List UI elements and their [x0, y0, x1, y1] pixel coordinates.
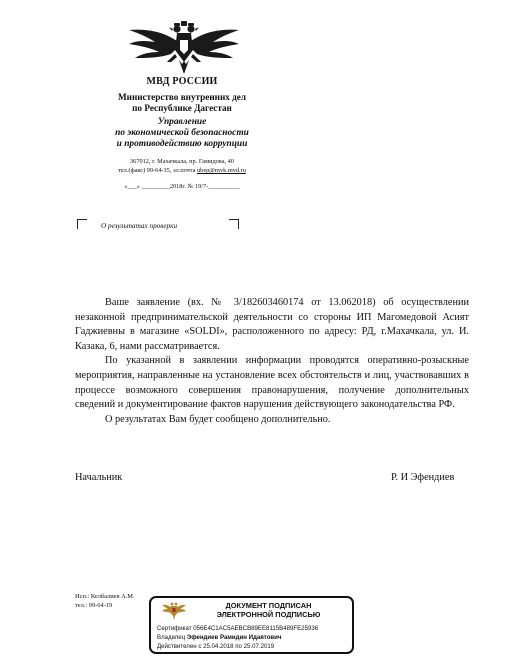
- postal-address: 367012, г. Махачкала, пр. Гамидова, 40: [130, 158, 234, 165]
- executor-name: Исп.: Келбалиев А.М.: [75, 593, 135, 600]
- stamp-title: [191, 601, 346, 619]
- ministry-name-line: по Республике Дагестан: [132, 103, 232, 113]
- body-paragraph: Ваше заявление (вх. № 3/182603460174 от 13.062018) об осуществлении незаконной предпринимательской деятельности со стороны ИП Магомедовой Асият Гаджиевны в магазине «SOLDI», расположенного по адресу: РД, г.Махачкала, ул. И. Казака, 6, нами рассматривается.: [75, 297, 469, 352]
- certificate-line: [157, 625, 318, 632]
- body-paragraph: По указанной в заявлении информации проводятся оперативно-розыскные мероприятия, направленные на установление всех обстоятельств и лиц, участвовавших в процессе возможного совершения правонарушения, получение дополнительных сведений и документирование фактов нарушения действующего законодательства РФ.: [75, 355, 469, 411]
- email-link[interactable]: ubep@mvk.mvd.ru: [197, 167, 246, 174]
- department-name: [82, 117, 282, 150]
- certificate-label: Сертификат: [157, 625, 192, 632]
- contacts-line: [82, 166, 282, 175]
- stamp-title-line: ДОКУМЕНТ ПОДПИСАН: [225, 601, 312, 610]
- signer-name: Р. И Эфендиев: [391, 472, 455, 483]
- owner-value: Эфендиев Рамидин Идаятович: [186, 634, 282, 641]
- stamp-title-line: ЭЛЕКТРОННОЙ ПОДПИСЬЮ: [216, 610, 321, 619]
- ministry-name-line: Министерство внутренних дел: [117, 92, 247, 102]
- ministry-name: [82, 92, 282, 114]
- owner-line: [157, 634, 281, 641]
- body-paragraph: О результатах Вам будет сообщено дополнительно.: [105, 413, 331, 425]
- subject-corner-left: [77, 219, 87, 229]
- executor-info: [75, 593, 135, 611]
- address-block: [82, 157, 282, 175]
- department-name-line: Управление: [157, 117, 207, 127]
- subject-line: О результатах проверки: [101, 222, 178, 230]
- executor-phone: тел.: 99-64-19: [75, 601, 113, 609]
- validity-value: с 25.04.2018 по 25.07.2019: [198, 643, 275, 650]
- validity-line: [157, 643, 274, 650]
- electronic-signature-stamp: [149, 596, 354, 654]
- double-headed-eagle-icon: [125, 20, 243, 76]
- owner-label: Владелец: [157, 634, 186, 641]
- date-number-line: «___» _________2018г. № 19/7-__________: [124, 183, 240, 190]
- org-title: МВД РОССИИ: [146, 76, 218, 87]
- certificate-value: 056E4C1AC5AEBCB89EE8115B489FE25936: [193, 625, 319, 632]
- contacts-prefix: тел.(факс) 99-64-35, эл.почта: [118, 167, 198, 174]
- signer-position: Начальник: [75, 472, 123, 483]
- validity-label: Действителен: [157, 643, 197, 650]
- double-headed-eagle-icon: [161, 601, 187, 621]
- department-name-line: и противодействию коррупции: [116, 139, 248, 149]
- subject-corner-right: [229, 219, 239, 229]
- letter-body: [75, 296, 469, 427]
- department-name-line: по экономической безопасности: [115, 128, 249, 138]
